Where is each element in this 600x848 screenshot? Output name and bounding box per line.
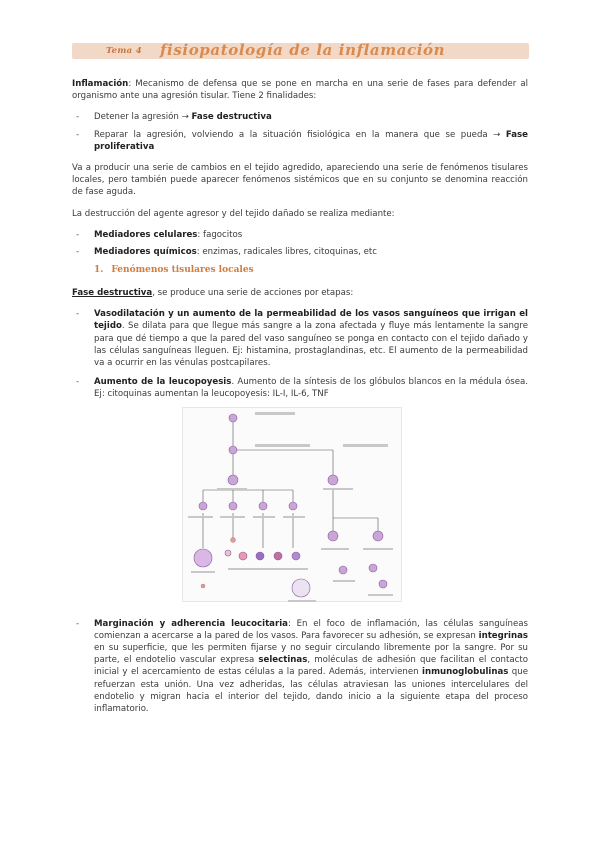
section-heading [94, 264, 528, 277]
stage-margin-text: en su superficie, que les permiten fijarse y no seguir circulando libremente por la sangre. Por su parte, el endotelio vascular expresa [94, 643, 528, 666]
destructive-term: Fase destructiva [72, 288, 153, 298]
list-item [72, 246, 528, 258]
mediator-bold: Mediadores químicos [94, 247, 197, 258]
list-item [72, 376, 528, 400]
hematopoiesis-diagram [182, 407, 402, 602]
list-item [72, 308, 528, 369]
list-item [72, 618, 528, 716]
mediator-text: : enzimas, radicales libres, citoquinas, etc [196, 247, 377, 258]
list-item [72, 229, 528, 241]
intro-term: Inflamación [72, 79, 129, 89]
list-item [72, 129, 528, 153]
term-integrinas: integrinas [478, 630, 528, 641]
stage-margin-text: que refuerzan esta unión. Una vez adheridas, las células atraviesan las uniones intercelulares del endotelio y migran hacia el interior del tejido, dando inicio a la siguiente etapa del proceso inflamatorio. [94, 667, 528, 715]
mediator-text: : fagocitos [197, 229, 243, 240]
intro-text: : Mecanismo de defensa que se pone en marcha en una serie de fases para defender al organismo ante una agresión tisular. Tiene 2 finalidades: [72, 79, 528, 102]
header-band [72, 43, 529, 59]
topic-label: Tema 4 [106, 46, 142, 56]
mediators-list [72, 229, 528, 258]
destructive-text: , se produce una serie de acciones por etapas: [152, 288, 354, 298]
stage-leuco-bold: Aumento de la leucopoyesis [94, 377, 232, 388]
stage-leuco-text: . Aumento de la síntesis de los glóbulos blancos en la médula ósea. Ej: citoquinas aumentan la leucopoyesis: IL-I, IL-6, TNF [94, 377, 529, 400]
hematopoiesis-illustration [183, 408, 403, 603]
stage-margin-text: : En el foco de inflamación, las células sanguíneas comienzan a acercarse a la pared de los vasos. Para favorecer su adhesión, se expresan [94, 618, 528, 641]
paragraph-systemic: Va a producir una serie de cambios en el tejido agredido, apareciendo una serie de fenómenos tisulares locales, pero también puede aparecer fenómenos sistémicos que en su conjunto se denomina reacción de fase aguda. [72, 163, 528, 198]
goal-text: Reparar la agresión, volviendo a la situación fisiológica en la manera que se pueda → [94, 129, 506, 140]
paragraph-destruction: La destrucción del agente agresor y del tejido dañado se realiza mediante: [72, 208, 395, 219]
stage-vaso-bold: Vasodilatación y un aumento de la permeabilidad de los vasos sanguíneos que irrigan el tejido [94, 309, 528, 332]
goals-list [72, 111, 528, 153]
stage-margin-text: , moléculas de adhesión que facilitan el contacto inicial y el acercamiento de estas células a la pared. Además, intervienen [94, 655, 528, 678]
section-title: Fenómenos tisulares locales [111, 265, 254, 276]
destructive-paragraph [72, 287, 528, 299]
stages-list [72, 308, 528, 400]
term-inmunoglobulinas: inmunoglobulinas [422, 667, 509, 678]
term-selectinas: selectinas [258, 655, 308, 666]
goal-text: Detener la agresión → [94, 112, 192, 123]
stage-margin-bold: Marginación y adherencia leucocitaria [94, 618, 288, 629]
stage-vaso-text: . Se dilata para que llegue más sangre a la zona afectada y fluye más lentamente la sangre para que dé tiempo a que la pared del vaso sanguíneo se ponga en contacto con el tejido dañado y las células sanguíneas lleguen. Ej: histamina, prostaglandinas, etc. El aumento de la permeabilidad va a ocurrir en las vénulas postcapilares. [94, 321, 528, 369]
stages-list-continued [72, 618, 528, 716]
intro-paragraph [72, 78, 528, 102]
goal-bold: Fase proliferativa [94, 129, 528, 152]
goal-bold: Fase destructiva [191, 112, 272, 123]
section-number: 1. [94, 265, 104, 276]
document-body [72, 78, 528, 720]
list-item [72, 111, 528, 123]
page-title: fisiopatología de la inflamación [160, 41, 446, 59]
mediator-bold: Mediadores celulares [94, 229, 198, 240]
